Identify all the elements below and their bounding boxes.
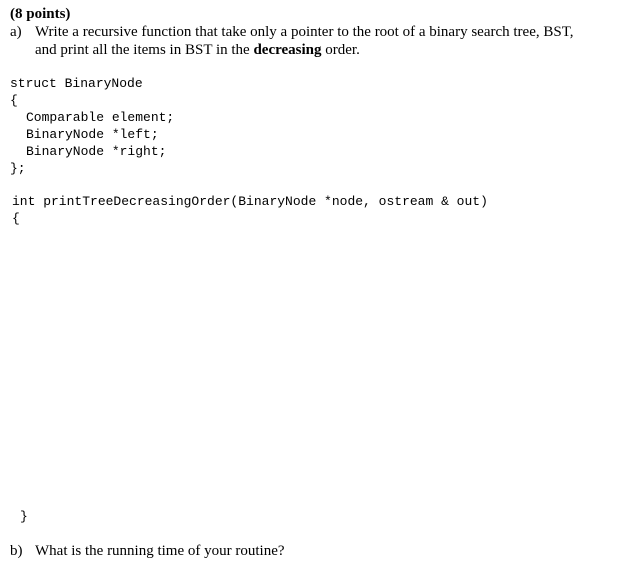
part-a-line-1: Write a recursive function that take only a pointer to the root of a binary search tree, BST, (35, 24, 574, 40)
part-a-line-2 (35, 41, 360, 59)
points-label: (8 points) (10, 6, 71, 22)
part-a-label: a) (10, 24, 22, 40)
struct-close-brace: }; (10, 161, 26, 176)
part-b-label: b) (10, 543, 23, 559)
struct-open-brace: { (10, 93, 18, 108)
struct-member-right: BinaryNode *right; (26, 144, 167, 159)
part-b-text: What is the running time of your routine? (35, 543, 285, 559)
function-open-brace: { (12, 211, 20, 226)
function-close-brace: } (20, 509, 28, 524)
part-a-line-2-post: order. (321, 42, 360, 58)
part-a-line-2-pre: and print all the items in BST in the (35, 42, 254, 58)
struct-member-element: Comparable element; (26, 110, 175, 125)
decreasing-emphasis: decreasing (253, 42, 322, 58)
struct-declaration: struct BinaryNode (10, 76, 143, 91)
function-signature: int printTreeDecreasingOrder(BinaryNode *node, ostream & out) (12, 194, 488, 209)
struct-member-left: BinaryNode *left; (26, 127, 159, 142)
